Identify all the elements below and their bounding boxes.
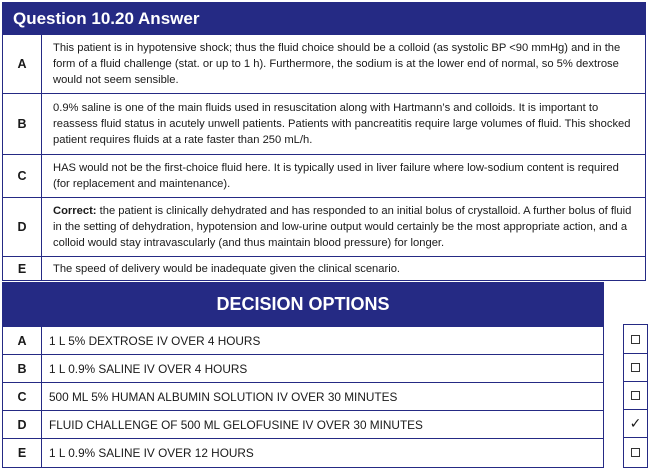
answer-letter: C	[3, 155, 42, 197]
answer-text: This patient is in hypotensive shock; thus the fluid choice should be a colloid (as systolic BP <90 mmHg) and in the form of a fluid challenge (stat. or up to 1 h). Furthermore, the sodium is at the lower end of normal, so 5% dextrose would not seem sensible.	[53, 42, 621, 86]
option-text: 1 L 5% DEXTROSE IV OVER 4 HOURS	[49, 333, 261, 348]
correct-label: Correct:	[53, 205, 97, 217]
option-row[interactable]	[3, 438, 603, 467]
empty-checkbox-icon	[631, 391, 640, 400]
answer-text: Correct: the patient is clinically dehydrated and has responded to an initial bolus of crystalloid. A further bolus of fluid in the setting of dehydration, hypotension and low-urine output would certainly be the most appropriate action, and a colloid would stay intravascularly (and thus maintain blood pressure) for longer.	[53, 205, 632, 249]
option-letter: A	[3, 327, 42, 354]
option-letter: B	[3, 355, 42, 382]
answer-letter: E	[3, 257, 42, 280]
option-row[interactable]	[3, 354, 603, 382]
answer-row	[3, 154, 645, 197]
empty-checkbox-icon	[631, 335, 640, 344]
decision-options-table	[2, 282, 604, 468]
answer-title: Question 10.20 Answer	[3, 3, 645, 35]
option-text: 500 ML 5% HUMAN ALBUMIN SOLUTION IV OVER 30 MINUTES	[49, 389, 398, 404]
empty-checkbox-icon	[631, 448, 640, 457]
answer-letter: A	[3, 35, 42, 93]
option-row[interactable]	[3, 326, 603, 354]
option-text: 1 L 0.9% SALINE IV OVER 4 HOURS	[49, 361, 248, 376]
answer-table	[2, 2, 646, 281]
option-row[interactable]	[3, 382, 603, 410]
option-text: 1 L 0.9% SALINE IV OVER 12 HOURS	[49, 446, 254, 460]
option-letter: D	[3, 411, 42, 438]
checkmark-icon: ✓	[629, 415, 642, 432]
answer-text: 0.9% saline is one of the main fluids used in resuscitation along with Hartmann’s and colloids. It is important to reassess fluid status in acutely unwell patients. Patients with pancreatitis require large volumes of fluid. This shocked patient requires fluids at a rate faster than 250 mL/h.	[53, 102, 631, 146]
option-checkbox[interactable]	[624, 437, 647, 467]
checkbox-column	[623, 324, 648, 468]
option-checkbox[interactable]	[624, 381, 647, 409]
answer-row	[3, 35, 645, 93]
answer-text: The speed of delivery would be inadequate given the clinical scenario.	[53, 262, 401, 275]
option-letter: C	[3, 383, 42, 410]
option-checkbox[interactable]	[624, 409, 647, 437]
option-checkbox[interactable]	[624, 353, 647, 381]
answer-letter: B	[3, 94, 42, 154]
answer-row	[3, 93, 645, 154]
option-letter: E	[3, 439, 42, 467]
answer-row	[3, 256, 645, 280]
answer-text: HAS would not be the first-choice fluid here. It is typically used in liver failure where low-sodium content is required (for replacement and maintenance).	[53, 162, 619, 190]
option-row[interactable]	[3, 410, 603, 438]
empty-checkbox-icon	[631, 363, 640, 372]
option-text: FLUID CHALLENGE OF 500 ML GELOFUSINE IV OVER 30 MINUTES	[49, 417, 423, 432]
answer-row	[3, 197, 645, 256]
decision-title: DECISION OPTIONS	[3, 283, 603, 326]
answer-letter: D	[3, 198, 42, 256]
option-checkbox[interactable]	[624, 325, 647, 353]
